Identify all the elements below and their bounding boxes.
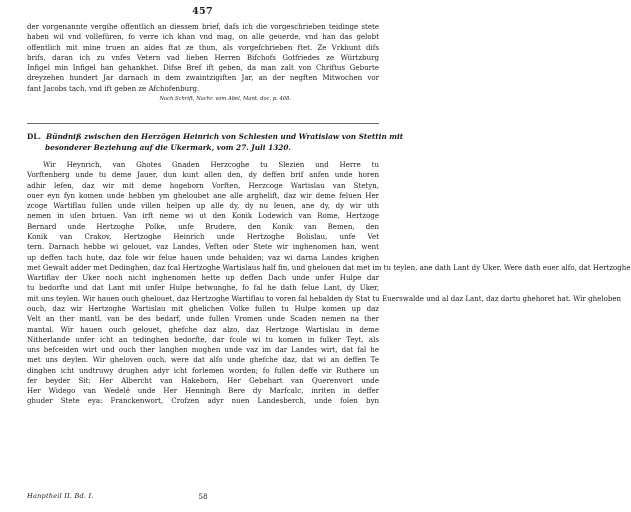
body-text-line: Konik van Crakov, Hertzoghe Heinrich unde Hertzoghe Bolislau, unfe Vet xyxy=(27,231,379,241)
source-citation: Nach Schrift, Nachr. vom Abel, Mant. doc. p. 408. xyxy=(159,96,291,103)
document-body xyxy=(27,160,631,407)
body-text-line: ghuder Stete eya: Franckenwort, Crofzen adyr nuen Landesberch, unde folen byn xyxy=(27,396,379,406)
text-line: brifs, daran ich zu vnfes Vetern vad lieben Herren Bifchofs Gotfriedes ze Würtzburg xyxy=(27,52,379,62)
body-text-line: ouer eyn fyn komen unde hebben ym gheloubet ane alle arghelift, daz wir deme feluen Her xyxy=(27,190,379,200)
body-text-line: mit uns teylen. Wir hauen ouch ghelouet, daz Hertzoghe Wartiflau to voren fal hebalden dy Stat tu Euerswalde und al daz Lant, daz dartu ghehoret hat. Wir gheloben xyxy=(27,293,622,303)
section-number: DL. xyxy=(27,132,41,141)
text-line: Infigel min Infigel han gehankhet. Difse Bref ift geben, da man zalt von Chriftus Geburte xyxy=(27,63,379,73)
section-title-line-1: Bündniß zwischen den Herzögen Heinrich von Schlesien und Wratislaw von Stettin mit xyxy=(46,132,404,141)
body-text-line: mantal. Wir hauen ouch gelouet, ghefche daz alzo, daz Hertzoge Wartislau in deme xyxy=(27,324,379,334)
body-text-line: nemen in uſen briuen. Van irft neme wi ut den Konik Lodewich van Rome, Hertzoge xyxy=(27,211,379,221)
body-text-line: Bernard unde Hertzoghe Polke, unfe Brudere, den Konik van Bemen, den xyxy=(27,221,379,231)
body-text-line: tu bedorfte und dat Lant mit unfer Hulpe betwunghe, fo fal he dath felue Lant, dy Uker, xyxy=(27,283,379,293)
body-text-line: met Gewalt adder met Dedinghen, daz fcal Hertzoghe Wartislaus half fin, und ghelouen dat met im tu teylen, ane dath Lant dy Uker. Were dath euer alfo, dat Hertzoghe xyxy=(27,262,631,272)
body-text-line: Her Widego van Wedelë unde Her Henningh Bere dy Marfcalc, inriten in deffer xyxy=(27,386,379,396)
body-text-line: up deffen tach hute, daz fole wir felue hauen unde behalden; vaz wi darna Landes krighen xyxy=(27,252,379,262)
body-text-line: fer beyder Sit: Her Albercht van Hakeborn, Her Gebehart van Querenvort unde xyxy=(27,375,379,385)
body-text-line: Wir Heynrich, van Ghotes Gnaden Herzcoghe tu Slezien und Herre tu xyxy=(43,160,379,169)
body-text-line: met uns deylen. Wir gheloven ouch, were dat alfo unde ghefche daz, dat wi an deffen Te xyxy=(27,355,379,365)
page-number: 457 xyxy=(192,6,213,17)
text-line: dreyzehen hundert Jar darnach in dem zwaintzigiften Jar, an der negften Mitwochen vor xyxy=(27,73,379,83)
text-line: offentlich mit mine truen an aides ftat ze thun, als vorgefchrieben ftet. Ze Vrkhunt difs xyxy=(27,42,379,52)
section-divider xyxy=(27,123,379,124)
preceding-document-text xyxy=(27,22,379,103)
body-text-line: zcoge Wartiflau fullen unde villen helpen up alle dy, dy nu leuen, ane dy, dy wir uth xyxy=(27,201,379,211)
body-text-line: Vorftenberg unde tu deme Jauer, dun kunt allen den, dy deffen brif anfen unde horen xyxy=(27,170,379,180)
signature-mark: Hanptheil II. Bd. I. xyxy=(27,492,94,500)
text-line: haben wil vnd vollefüren, fo verre ich khan vnd mag, on alle geuerde, vnd han das gelobt xyxy=(27,32,379,42)
body-text-line: Wartiflav der Uker noch nicht inghenomen hette up deffen Dach unde unfer Hulpe dar xyxy=(27,273,379,283)
text-line: der vorgenannte vergihe offentlich an diessem brief, dafs ich die vorgeschrieben teidinge stete xyxy=(27,22,379,31)
body-text-line: dinghen icht undtruwy drughen adyr icht forlemen worden; fo fullen deffe vir Ruthere un xyxy=(27,365,379,375)
body-text-line: Velt an ther mantl, van be des bedarf, unde fullen Vromen unde Scaden nemen na ther xyxy=(27,314,379,324)
body-text-line: Nitherlande unfer icht an tedinghen bedorfte, dar fcole wi tu komen in fulker Teyt, als xyxy=(27,334,379,344)
body-text-line: ouch, daz wir Hertzoghe Wartislau mit ghelichen Volke fullen tu Hulpe komen up daz xyxy=(27,303,379,313)
section-title-line-2: besonderer Beziehung auf die Ukermark, vom 27. Juli 1320. xyxy=(45,142,291,152)
text-line: fant Jacobs tach, vnd ift geben ze Afchofenburg. xyxy=(27,83,200,93)
body-text-line: tern. Darnach hebbe wi gelouet, vaz Landes, Veften oder Stete wir inghenomen han, went xyxy=(27,242,379,252)
body-text-line: uns befceiden wirt und ouch ther langhen moghen unde vaz im dar Landes wirt, dat fal he xyxy=(27,345,379,355)
section-heading xyxy=(27,132,404,153)
sheet-number: 58 xyxy=(198,492,208,501)
body-text-line: adhir lefen, daz wir mit deme hogeborn Vorften, Herzcoge Wartislau van Stetyn, xyxy=(27,180,379,190)
